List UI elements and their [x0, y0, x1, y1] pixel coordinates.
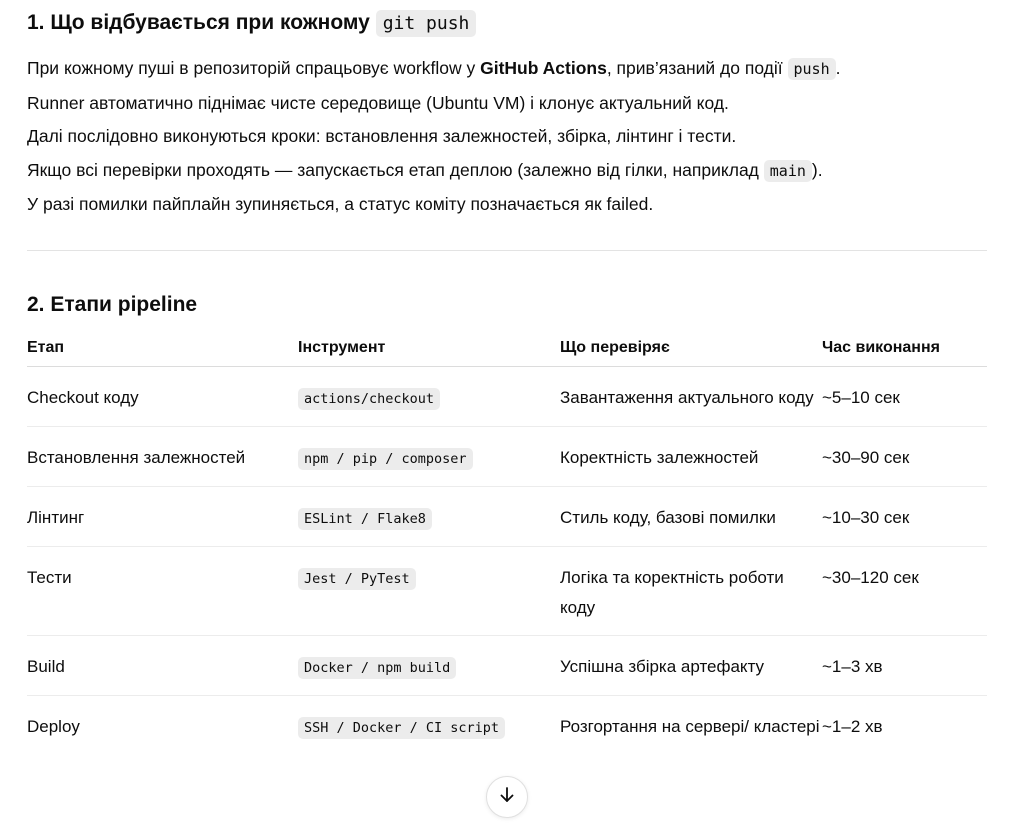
table-header-time: Час виконання [822, 330, 987, 367]
horizontal-divider [27, 250, 987, 251]
paragraph-description [27, 52, 841, 222]
paragraph-line-2: Runner автоматично піднімає чисте середовище (Ubuntu VM) і клонує актуальний код. [27, 92, 729, 113]
cell-stage: Встановлення залежностей [27, 427, 298, 487]
cell-tool [298, 636, 560, 696]
pipeline-stages-table [27, 330, 987, 755]
table-row [27, 547, 987, 636]
cell-checks: Успішна збірка артефакту [560, 636, 822, 696]
cell-tool [298, 547, 560, 636]
inline-code-tool: Docker / npm build [298, 657, 456, 679]
cell-time: ~1–2 хв [822, 717, 883, 736]
line-text: . [835, 58, 841, 78]
inline-code-push: push [788, 58, 836, 80]
inline-code-tool: npm / pip / composer [298, 448, 473, 470]
cell-stage: Deploy [27, 717, 80, 736]
line-text: При кожному пуші в репозиторій спрацьовує workflow у [27, 58, 481, 78]
paragraph-line-4 [27, 154, 841, 189]
cell-checks: Коректність залежностей [560, 427, 822, 487]
cell-time: ~30–120 сек [822, 547, 987, 636]
inline-code-tool: actions/checkout [298, 388, 440, 410]
inline-code-main: main [764, 160, 812, 182]
line-text: , прив’язаний до події [606, 58, 788, 78]
cell-stage: Checkout коду [27, 367, 298, 427]
scroll-to-bottom-button[interactable] [486, 776, 528, 818]
cell-tool [298, 427, 560, 487]
paragraph-line-5: У разі помилки пайплайн зупиняється, а статус коміту позначається як failed. [27, 194, 654, 214]
cell-stage: Лінтинг [27, 487, 298, 547]
inline-code-tool: ESLint / Flake8 [298, 508, 432, 530]
table-row [27, 487, 987, 547]
cell-checks: Логіка та коректність роботи коду [560, 547, 822, 636]
cell-time: ~5–10 сек [822, 367, 987, 427]
cell-stage: Тести [27, 547, 298, 636]
paragraph-line-1 [27, 52, 841, 87]
table-header-stage: Етап [27, 330, 298, 367]
cell-tool [298, 696, 560, 756]
line-text: ). [811, 159, 823, 180]
bold-github-actions: GitHub Actions [480, 58, 607, 78]
table-header-checks: Що перевіряє [560, 330, 822, 367]
cell-time: ~10–30 сек [822, 487, 987, 547]
cell-time: ~1–3 хв [822, 636, 987, 696]
arrow-down-icon [497, 785, 517, 810]
table-row [27, 696, 987, 756]
line-text: Якщо всі перевірки проходять — запускається етап деплою (залежно від гілки, наприклад [27, 159, 764, 180]
table-row [27, 636, 987, 696]
table-header-row [27, 330, 987, 367]
paragraph-line-3: Далі послідовно виконуються кроки: встановлення залежностей, збірка, лінтинг і тести. [27, 126, 737, 146]
table-header-tool: Інструмент [298, 330, 560, 367]
cell-checks: Розгортання на сервері/ кластері [560, 717, 820, 736]
inline-code-git-push: git push [376, 10, 477, 37]
section-heading-pipeline: 2. Етапи pipeline [27, 293, 198, 316]
cell-checks: Стиль коду, базові помилки [560, 487, 822, 547]
cell-checks: Завантаження актуального коду [560, 367, 822, 427]
inline-code-tool: SSH / Docker / CI script [298, 717, 505, 739]
heading-text: 1. Що відбувається при кожному [27, 11, 370, 34]
table-row [27, 367, 987, 427]
cell-time: ~30–90 сек [822, 427, 987, 487]
section-heading-git-push [27, 9, 476, 38]
cell-tool [298, 487, 560, 547]
table-row [27, 427, 987, 487]
inline-code-tool: Jest / PyTest [298, 568, 416, 590]
cell-tool [298, 367, 560, 427]
cell-stage: Build [27, 636, 298, 696]
